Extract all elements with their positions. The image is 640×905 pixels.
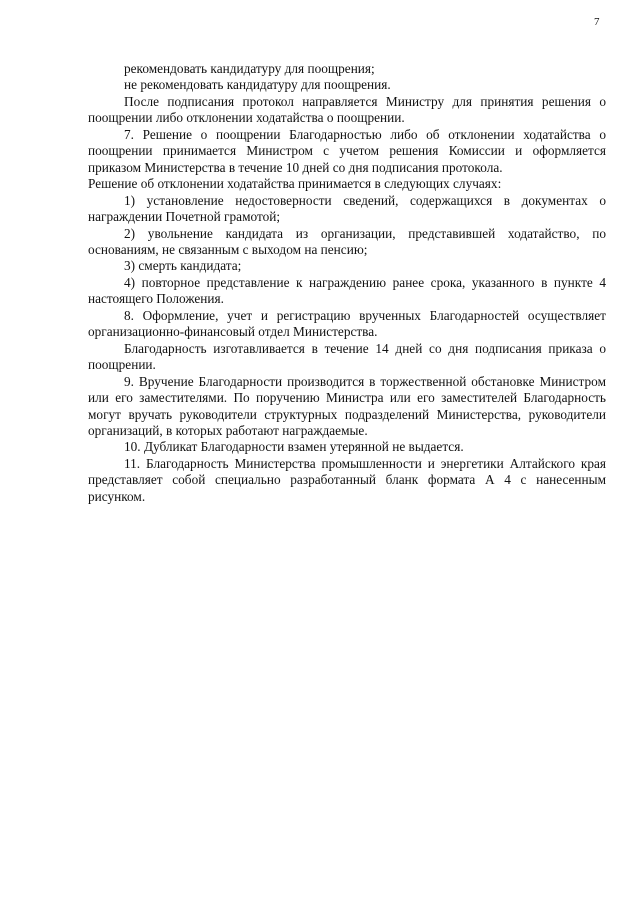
paragraph-item-8: 8. Оформление, учет и регистрацию врученных Благодарностей осуществляет организационно-финансовый отдел Министерства.	[88, 307, 606, 340]
list-item-4: 4) повторное представление к награждению ранее срока, указанного в пункте 4 настоящего Положения.	[88, 274, 606, 307]
paragraph-item-9: 9. Вручение Благодарности производится в торжественной обстановке Министром или его заместителями. По поручению Министра или его заместителей Благодарность могут вручать руководители структурных подразделений Министерства, руководители организаций, в которых работают награждаемые.	[88, 373, 606, 438]
paragraph-item-11: 11. Благодарность Министерства промышленности и энергетики Алтайского края представляет собой специально разработанный бланк формата А 4 с нанесенным рисунком.	[88, 455, 606, 504]
paragraph-item-10: 10. Дубликат Благодарности взамен утерянной не выдается.	[124, 439, 464, 455]
paragraph-recommend: рекомендовать кандидатуру для поощрения;	[124, 61, 375, 76]
paragraph-not-recommend: не рекомендовать кандидатуру для поощрения.	[124, 77, 391, 93]
paragraph-item-7: 7. Решение о поощрении Благодарностью либо об отклонении ходатайства о поощрении принимается Министром с учетом решения Комиссии и оформляется приказом Министерства в течение 10 дней со дня подписания протокола.	[88, 126, 606, 175]
paragraph-protocol-sent: После подписания протокол направляется Министру для принятия решения о поощрении либо отклонении ходатайства о поощрении.	[88, 93, 606, 126]
list-item-2: 2) увольнение кандидата из организации, представившей ходатайство, по основаниям, не связанным с выходом на пенсию;	[88, 225, 606, 257]
document-body	[88, 61, 606, 505]
list-item-3: 3) смерть кандидата;	[124, 258, 242, 274]
paragraph-rejection-cases: Решение об отклонении ходатайства принимается в следующих случаях:	[88, 176, 502, 192]
list-item-1: 1) установление недостоверности сведений, содержащихся в документах о награждении Почетной грамотой;	[88, 192, 606, 225]
paragraph-production-term: Благодарность изготавливается в течение 14 дней со дня подписания приказа о поощрении.	[88, 340, 606, 373]
page-number: 7	[594, 16, 600, 28]
